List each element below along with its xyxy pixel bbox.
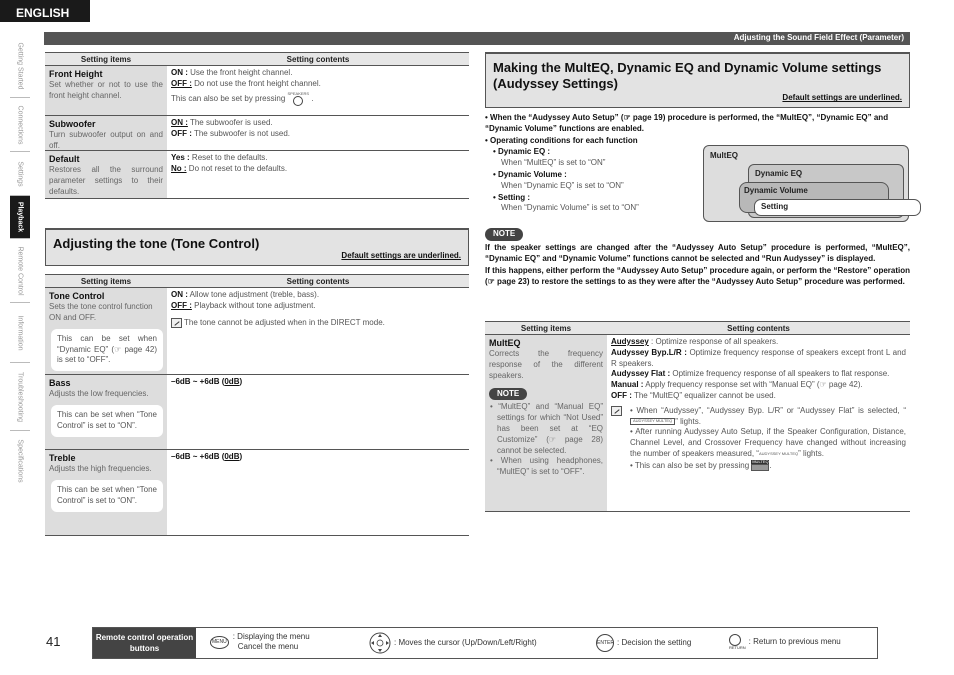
diagram-label-dynamic-volume: Dynamic Volume (744, 186, 808, 195)
sidebar-item-remote-control[interactable] (10, 239, 30, 303)
default-note: Default settings are underlined. (782, 93, 902, 103)
enter-button-icon: ENTER (596, 634, 614, 652)
option-label: ON : (171, 290, 188, 299)
option-label: Yes : (171, 153, 190, 162)
item-desc: Sets the tone control function ON and OFF. (49, 302, 153, 322)
multeq-button-icon (751, 464, 769, 471)
sidebar-label: Specifications (16, 439, 24, 483)
default-note: Default settings are underlined. (341, 251, 461, 261)
settings-table-1 (45, 52, 469, 199)
table-row (45, 151, 469, 199)
table-row: MultEQ Corrects the frequency response of the different speakers. NOTE • “MultEQ” and “Manual EQ” settings for which “Not Used” has been set at “EQ Customize” (☞ page 28) cannot be selected. • When using headphones, “MultEQ” is set to “OFF”. Audyssey : Optimize response of all speakers. Audyssey Byp.L/R : Optimize frequency response of speakers except front L and R speakers. Audyssey Flat : Optimize frequency response of all speakers to flat response. Manual : Apply frequency response set with “Manual EQ” (☞ page 42). OFF : The “MultEQ” equalizer cannot be used. • When “Audyssey”, “Audyssey Byp. L/R” or “Audyssey Flat” is selected, “AUDYSSEY MULTEQ ” lights. • After running Audyssey Auto Setup, if the Speaker Configuration, Distance, Channel Level, and Crossover Frequency have changed without increasing the number of speakers measured, “AUDYSSEY MULTEQ” lights. • This can also be set by pressing MULTEQ . (485, 335, 910, 512)
remark-text: When “Audyssey”, “Audyssey Byp. L/R” or “Audyssey Flat” is selected, “ (636, 405, 906, 415)
section-header-bar: Adjusting the Sound Field Effect (Parameter) (44, 32, 910, 45)
sidebar-item-connections[interactable] (10, 98, 30, 152)
audyssey-indicator-icon: AUDYSSEY MULTEQ (758, 450, 799, 456)
item-name: Treble (49, 453, 76, 463)
sidebar-item-specifications[interactable] (10, 431, 30, 491)
option-text: The “MultEQ” equalizer cannot be used. (633, 390, 776, 400)
range-default: 0dB (224, 452, 240, 461)
range-suffix: ) (239, 452, 243, 461)
speakers-label: SPEAKERS (287, 90, 310, 96)
sidebar-label: Connections (16, 105, 24, 144)
item-name: Bass (49, 378, 71, 388)
menu-text: : Displaying the menu (232, 632, 310, 641)
condition-text: When “MultEQ” is set to “ON” (501, 158, 606, 168)
item-desc: Adjusts the high frequencies. (49, 464, 152, 474)
header-setting-items: Setting items (520, 324, 572, 333)
audyssey-section-title: Making the MultEQ, Dynamic EQ and Dynamic Volume settings (Audyssey Settings) (493, 60, 882, 91)
diagram-label-multeq: MultEQ (710, 151, 738, 160)
remark-text: The tone cannot be adjusted when in the DIRECT mode. (184, 317, 385, 327)
option-text: Optimize frequency response of speakers except front L and R speakers. (611, 347, 906, 368)
diagram-box-setting (754, 199, 921, 216)
range-default: 0dB (224, 377, 240, 386)
item-note: This can be set when “Tone Control” is set to “ON”. (51, 480, 163, 512)
item-name: Subwoofer (49, 119, 96, 129)
option-text: Do not use the front height channel. (194, 78, 321, 88)
menu-button-icon: MENU (210, 636, 229, 649)
option-label: OFF : (171, 300, 192, 310)
page-number: 41 (46, 634, 61, 649)
tone-section-title: Adjusting the tone (Tone Control) (53, 236, 260, 251)
option-text: Apply frequency response set with “Manual EQ” (☞ page 42). (645, 380, 863, 390)
option-text: The subwoofer is used. (189, 118, 273, 127)
header-setting-items: Setting items (80, 55, 132, 64)
sidebar-item-playback[interactable] (10, 196, 30, 239)
remark-text: ” lights. (675, 416, 701, 426)
option-label: Audyssey Flat : (611, 369, 671, 379)
sidebar (10, 34, 30, 491)
remark-text: ” lights. (798, 448, 824, 458)
option-label: Manual : (611, 380, 644, 390)
remark-text: After running Audyssey Auto Setup, if the Speaker Configuration, Distance, Channel Level, and Crossover Frequency have changed without increasing the number of speakers measured, “ (630, 427, 906, 458)
pencil-note-icon (171, 318, 182, 328)
item-desc: Corrects the frequency response of the different speakers. (489, 349, 603, 380)
note-text: If this happens, either perform the “Audyssey Auto Setup” procedure again, or perform the “Restore” operation (☞ page 23) to restore the settings to as they were after the “Audyssey Auto Setup” procedure was performed. (485, 266, 910, 287)
sidebar-label: Getting Started (16, 41, 24, 90)
option-text: : Optimize response of all speakers. (651, 337, 779, 346)
option-text: Do not reset to the defaults. (188, 163, 288, 173)
speakers-button-icon (293, 96, 303, 106)
multeq-table (485, 321, 910, 512)
sidebar-item-getting-started[interactable] (10, 34, 30, 98)
return-label: RETURN (729, 645, 746, 650)
enter-text: : Decision the setting (617, 637, 692, 647)
note-item: “MultEQ” and “Manual EQ” settings for which “Not Used” has been set at “EQ Customize” (☞ page 28) cannot be selected. (497, 402, 603, 455)
footer-label: Remote control operation buttons (93, 628, 196, 658)
remote-buttons-footer (92, 627, 878, 659)
item-desc: Restores all the surround parameter settings to their defaults. (49, 165, 163, 196)
bullet-text: When the “Audyssey Auto Setup” (☞ page 19) procedure is performed, the “MultEQ”, “Dynamic EQ” and “Dynamic Volume” functions are enabled. (485, 113, 889, 133)
table-header (485, 321, 910, 335)
language-label: ENGLISH (0, 0, 90, 22)
item-desc: Adjusts the low frequencies. (49, 389, 149, 399)
condition-text: When “Dynamic EQ” is set to “ON” (501, 180, 624, 190)
footer-cursor-item (369, 631, 537, 655)
header-setting-contents: Setting contents (286, 277, 350, 286)
dependency-diagram (703, 145, 909, 222)
item-note: This can be set when “Tone Control” is set to “ON”. (51, 405, 163, 437)
option-text: Reset to the defaults. (191, 153, 268, 162)
sidebar-item-information[interactable] (10, 303, 30, 363)
pencil-note-icon (611, 406, 622, 416)
table-row (45, 450, 469, 536)
remark-text: This can also be set by pressing (634, 460, 750, 470)
option-text: Optimize frequency response of all speakers to flat response. (672, 369, 890, 379)
range-text: –6dB ~ +6dB ( (171, 452, 225, 461)
item-desc: Set whether or not to use the front height channel. (49, 80, 163, 100)
table-row (45, 116, 469, 151)
sidebar-item-troubleshooting[interactable] (10, 363, 30, 431)
range-text: –6dB ~ +6dB ( (171, 377, 225, 386)
option-label: ON : (171, 118, 188, 127)
note-tag: NOTE (485, 228, 523, 241)
option-label: OFF : (611, 390, 632, 400)
extra-text: This can also be set by pressing (171, 93, 286, 103)
audyssey-indicator-icon: AUDYSSEY MULTEQ (630, 418, 675, 424)
option-text: Allow tone adjustment (treble, bass). (189, 290, 320, 299)
note-tag: NOTE (489, 388, 527, 401)
diagram-label-setting: Setting (761, 202, 789, 211)
tone-table (45, 274, 469, 536)
audyssey-bullets: • When the “Audyssey Auto Setup” (☞ page 19) procedure is performed, the “MultEQ”, “Dynamic EQ” and “Dynamic Volume” functions are enabled. • Operating conditions for each function • Dynamic EQ : When “MultEQ” is set to “ON” • Dynamic Volume : When “Dynamic EQ” is set to “ON” • Setting : When “Dynamic Volume” is set to “ON” (485, 113, 889, 213)
footer-menu-item (210, 632, 310, 653)
bullet-text: Operating conditions for each function (490, 135, 638, 145)
header-setting-items: Setting items (80, 277, 132, 286)
table-row (45, 288, 469, 375)
item-name: MultEQ (489, 338, 521, 348)
sidebar-label: Troubleshooting (16, 371, 24, 422)
option-label: Audyssey (611, 337, 649, 346)
menu-text: Cancel the menu (237, 642, 299, 652)
table-row (45, 375, 469, 450)
option-text: The subwoofer is not used. (193, 128, 291, 138)
return-text: : Return to previous menu (748, 636, 841, 646)
footer-return-item (729, 634, 841, 650)
range-suffix: ) (239, 377, 243, 386)
option-text: Playback without tone adjustment. (194, 300, 316, 310)
sidebar-label: Remote Control (16, 245, 24, 296)
note-item: When using headphones, “MultEQ” is set to “OFF”. (497, 456, 604, 477)
header-setting-contents: Setting contents (286, 55, 350, 64)
condition-label: Dynamic Volume : (498, 169, 567, 179)
item-note: This can be set when “Dynamic EQ” (☞ page 42) is set to “OFF”. (51, 329, 163, 371)
cursor-text: : Moves the cursor (Up/Down/Left/Right) (394, 637, 537, 647)
footer-enter-item (596, 634, 691, 652)
condition-label: Setting : (498, 192, 531, 202)
item-desc: Turn subwoofer output on and off. (49, 130, 163, 150)
sidebar-item-settings[interactable] (10, 152, 30, 196)
option-label: ON : (171, 68, 188, 77)
table-header (45, 52, 469, 66)
note-text: If the speaker settings are changed after the “Audyssey Auto Setup” procedure is performed, “MultEQ”, “Dynamic EQ” and “Dynamic Volume” functions cannot be selected and “Run Audyssey” is displayed. (485, 242, 910, 263)
option-label: OFF : (171, 78, 192, 88)
table-header (45, 274, 469, 288)
item-name: Front Height (49, 69, 103, 79)
item-name: Tone Control (49, 291, 105, 301)
diagram-label-dynamic-eq: Dynamic EQ (755, 169, 803, 178)
sidebar-label: Settings (16, 160, 24, 187)
tone-section-header (45, 228, 469, 266)
multeq-label: MULTEQ (752, 458, 769, 464)
condition-text: When “Dynamic Volume” is set to “ON” (501, 203, 639, 213)
item-name: Default (49, 154, 80, 164)
table-row: Front Height Set whether or not to use the front height channel. ON : Use the front height channel. OFF : Do not use the front height channel. This can also be set by pressing SPEAKERS . (45, 66, 469, 116)
condition-label: Dynamic EQ : (498, 147, 551, 157)
option-label: No : (171, 163, 187, 173)
sidebar-label: Information (16, 314, 24, 351)
option-label: Audyssey Byp.L/R : (611, 347, 687, 357)
sidebar-label: Playback (16, 201, 24, 233)
audyssey-section-header (485, 52, 910, 108)
option-text: Use the front height channel. (190, 68, 293, 77)
option-label: OFF : (171, 128, 192, 138)
audyssey-note (485, 228, 910, 288)
header-setting-contents: Setting contents (727, 324, 790, 333)
cursor-pad-icon (369, 631, 391, 655)
